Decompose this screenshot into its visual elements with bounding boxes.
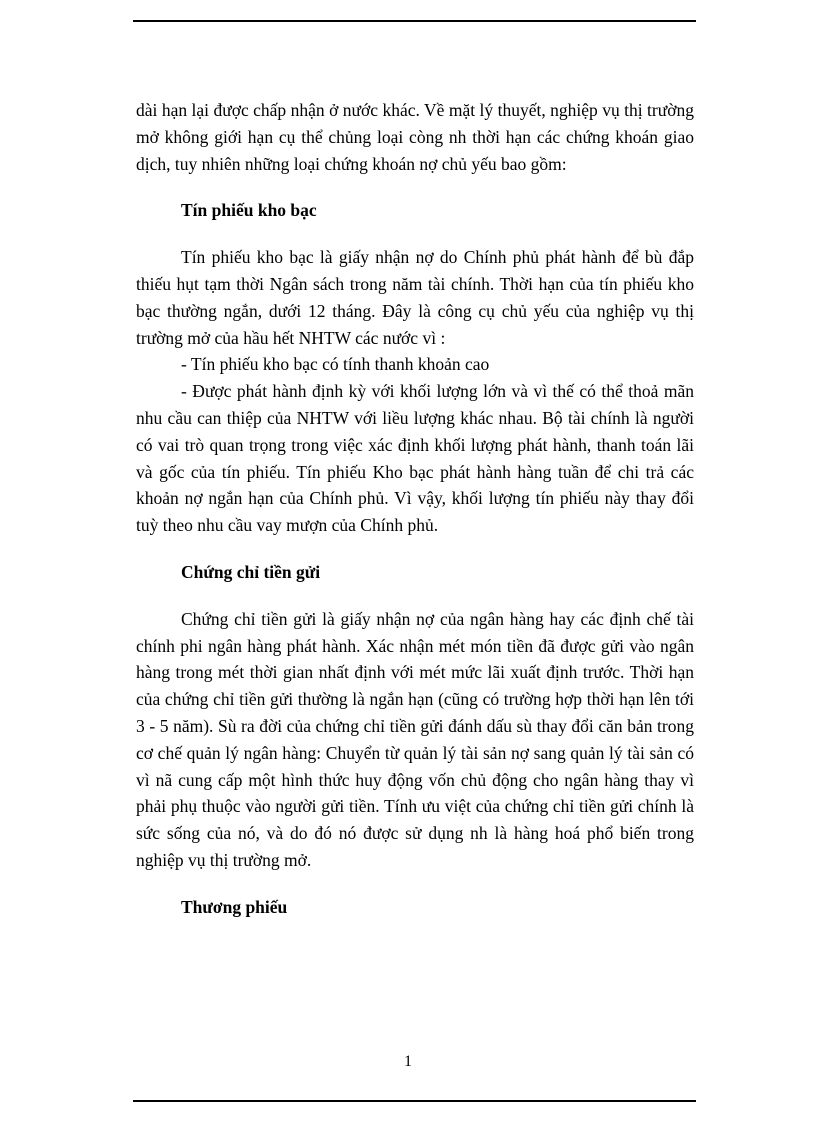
section-heading-treasury-bills: Tín phiếu kho bạc [181, 200, 317, 221]
page-number: 1 [404, 1053, 412, 1070]
treasury-bills-paragraph: Tín phiếu kho bạc là giấy nhận nợ do Chính phủ phát hành để bù đắp thiếu hụt tạm thời Ngân sách trong năm tài chính. Thời hạn của tín phiếu kho bạc thường ngắn, dưới 12 tháng. Đây là công cụ chủ yếu của nghiệp vụ thị trường mở của hầu hết NHTW các nước vì : [136, 247, 694, 348]
header-rule [133, 20, 696, 22]
section-heading-certificates-of-deposit: Chứng chỉ tiền gửi [181, 561, 321, 582]
intro-paragraph: dài hạn lại được chấp nhận ở nước khác. Về mặt lý thuyết, nghiệp vụ thị trường mở không giới hạn cụ thể chủng loại còng nh thời hạn các chứng khoán giao dịch, tuy nhiên những loại chứng khoán nợ chủ yếu bao gồm: [136, 100, 694, 174]
treasury-bills-bullet-liquidity: - Tín phiếu kho bạc có tính thanh khoản cao [181, 354, 490, 375]
treasury-bills-bullet-issuance: - Được phát hành định kỳ với khối lượng lớn và vì thế có thể thoả mãn nhu cầu can thiệp của NHTW với liều lượng khác nhau. Bộ tài chính là người có vai trò quan trọng trong việc xác định khối lượng phát hành, thanh toán lãi và gốc của tín phiếu. Tín phiếu Kho bạc phát hành hàng tuần để chi trả các khoản nợ ngắn hạn của Chính phủ. Vì vậy, khối lượng tín phiếu này thay đổi tuỳ theo nhu cầu vay mượn của Chính phủ. [136, 381, 694, 536]
section-heading-commercial-paper: Thương phiếu [181, 896, 288, 917]
certificates-of-deposit-paragraph: Chứng chỉ tiền gửi là giấy nhận nợ của ngân hàng hay các định chế tài chính phi ngân hàng phát hành. Xác nhận mét món tiền đã được gửi vào ngân hàng trong mét thời gian nhất định với mét mức lãi xuất định trước. Thời hạn của chứng chỉ tiền gửi thường là ngắn hạn (cũng có trường hợp thời hạn lên tới 3 - 5 năm). Sù ra đời của chứng chỉ tiền gửi đánh dấu sù thay đổi căn bản trong cơ chế quản lý ngân hàng: Chuyển từ quản lý tài sản nợ sang quản lý tài sản có vì nã cung cấp một hình thức huy động vốn chủ động cho ngân hàng thay vì phải phụ thuộc vào người gửi tiền. Tính ưu việt của chứng chỉ tiền gửi chính là sức sống của nó, và do đó nó được sử dụng nh là hàng hoá phổ biến trong nghiệp vụ thị trường mở. [136, 608, 694, 870]
footer-rule [133, 1100, 696, 1102]
document-body [136, 97, 694, 921]
